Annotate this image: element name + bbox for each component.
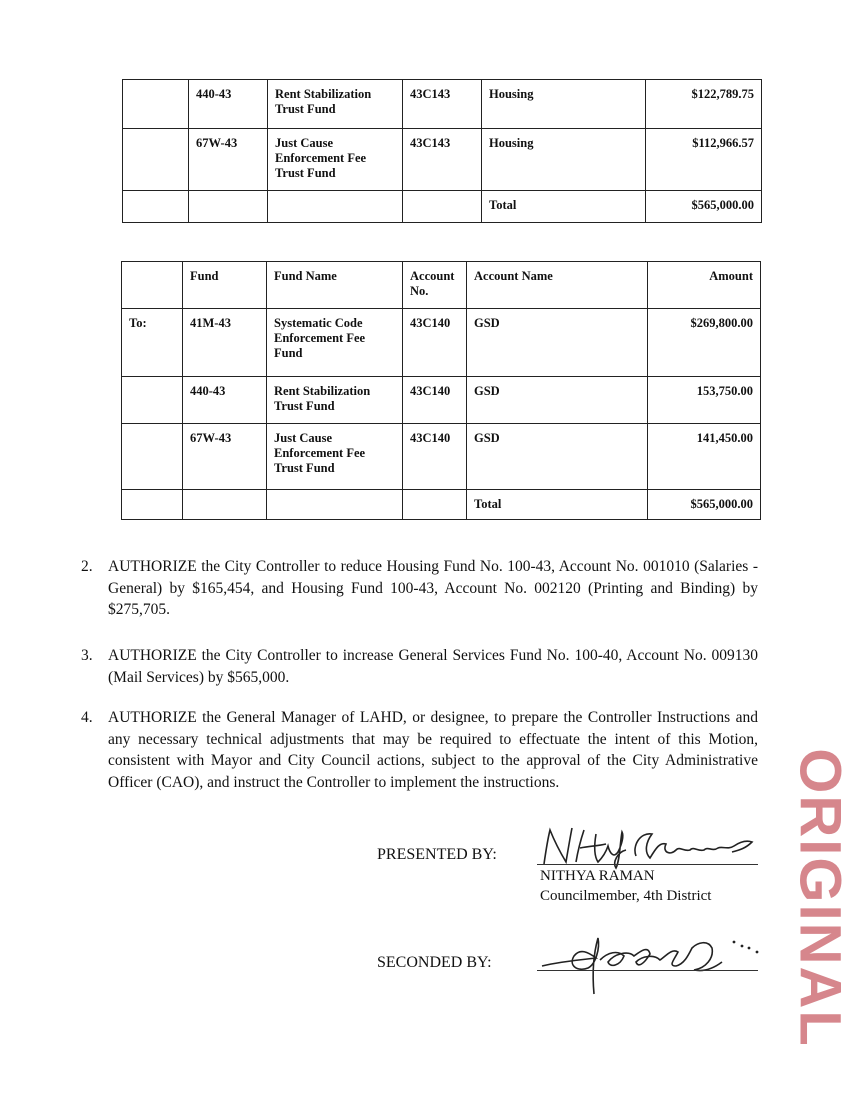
- account-no-cell: [403, 191, 482, 223]
- to-fund-table: [121, 261, 761, 520]
- fund-cell: [183, 490, 267, 520]
- row-label-cell: [123, 191, 189, 223]
- fund-name-cell: [268, 191, 403, 223]
- fund-name-cell: Rent Stabilization Trust Fund: [268, 80, 403, 129]
- signature-line: [537, 864, 758, 865]
- signer-name: NITHYA RAMAN: [540, 868, 655, 884]
- amount-cell: $269,800.00: [648, 309, 761, 377]
- account-name-cell: Housing: [482, 80, 646, 129]
- table-row: [122, 377, 761, 424]
- header-cell: [122, 262, 183, 309]
- table-row: [123, 129, 762, 191]
- table-row: [122, 309, 761, 377]
- stamp-text: ORIGINAL: [787, 747, 853, 1048]
- fund-name-cell: Rent Stabilization Trust Fund: [267, 377, 403, 424]
- fund-cell: 41M-43: [183, 309, 267, 377]
- total-label-cell: Total: [467, 490, 648, 520]
- account-no-cell: 43C140: [403, 309, 467, 377]
- account-name-cell: GSD: [467, 424, 648, 490]
- amount-cell: $122,789.75: [646, 80, 762, 129]
- account-name-cell: Housing: [482, 129, 646, 191]
- account-name-cell: GSD: [467, 377, 648, 424]
- header-fund: Fund: [183, 262, 267, 309]
- handwritten-signature-seconder: [538, 926, 763, 998]
- fund-cell: [189, 191, 268, 223]
- amount-cell: 153,750.00: [648, 377, 761, 424]
- signer-title: Councilmember, 4th District: [540, 888, 712, 904]
- header-account-name: Account Name: [467, 262, 648, 309]
- item-number: 2.: [81, 558, 93, 575]
- header-fund-name: Fund Name: [267, 262, 403, 309]
- fund-name-cell: Just Cause Enforcement Fee Trust Fund: [268, 129, 403, 191]
- item-text: AUTHORIZE the General Manager of LAHD, or designee, to prepare the Controller Instructions and any necessary technical adjustments that may be required to effectuate the intent of this Motion, consistent with Mayor and City Council actions, subject to the approval of the City Administrative Officer (CAO), and instruct the Controller to implement the instructions.: [108, 709, 758, 791]
- fund-cell: 440-43: [189, 80, 268, 129]
- fund-name-cell: [267, 490, 403, 520]
- account-no-cell: [403, 490, 467, 520]
- table-row: [122, 490, 761, 520]
- motion-item-4: [81, 707, 758, 793]
- header-account-no: Account No.: [403, 262, 467, 309]
- motion-item-3: [81, 645, 758, 688]
- total-amount-cell: $565,000.00: [648, 490, 761, 520]
- total-label-cell: Total: [482, 191, 646, 223]
- amount-cell: $112,966.57: [646, 129, 762, 191]
- row-label-cell: [122, 377, 183, 424]
- row-label-cell: To:: [122, 309, 183, 377]
- total-amount-cell: $565,000.00: [646, 191, 762, 223]
- fund-cell: 67W-43: [189, 129, 268, 191]
- row-label-cell: [123, 129, 189, 191]
- table-row: [122, 424, 761, 490]
- original-stamp: [785, 747, 855, 1048]
- motion-item-2: [81, 556, 758, 621]
- row-label-cell: [123, 80, 189, 129]
- row-label-cell: [122, 490, 183, 520]
- row-label-cell: [122, 424, 183, 490]
- table-row: [123, 80, 762, 129]
- header-amount: Amount: [648, 262, 761, 309]
- item-number: 3.: [81, 647, 93, 664]
- account-no-cell: 43C143: [403, 129, 482, 191]
- account-name-cell: GSD: [467, 309, 648, 377]
- item-number: 4.: [81, 709, 93, 726]
- table-row: [123, 191, 762, 223]
- fund-name-cell: Systematic Code Enforcement Fee Fund: [267, 309, 403, 377]
- seconded-by-label: SECONDED BY:: [377, 954, 492, 971]
- account-no-cell: 43C140: [403, 377, 467, 424]
- item-text: AUTHORIZE the City Controller to increase General Services Fund No. 100-40, Account No. 009130 (Mail Services) by $565,000.: [108, 647, 758, 686]
- fund-cell: 440-43: [183, 377, 267, 424]
- signature-line: [537, 970, 758, 971]
- from-fund-table: [122, 79, 762, 223]
- table-header-row: [122, 262, 761, 309]
- item-text: AUTHORIZE the City Controller to reduce Housing Fund No. 100-43, Account No. 001010 (Salaries - General) by $165,454, and Housing Fund 100-43, Account No. 002120 (Printing and Binding) by $275,705.: [108, 558, 758, 618]
- account-no-cell: 43C143: [403, 80, 482, 129]
- fund-cell: 67W-43: [183, 424, 267, 490]
- account-no-cell: 43C140: [403, 424, 467, 490]
- presented-by-label: PRESENTED BY:: [377, 846, 497, 863]
- fund-name-cell: Just Cause Enforcement Fee Trust Fund: [267, 424, 403, 490]
- amount-cell: 141,450.00: [648, 424, 761, 490]
